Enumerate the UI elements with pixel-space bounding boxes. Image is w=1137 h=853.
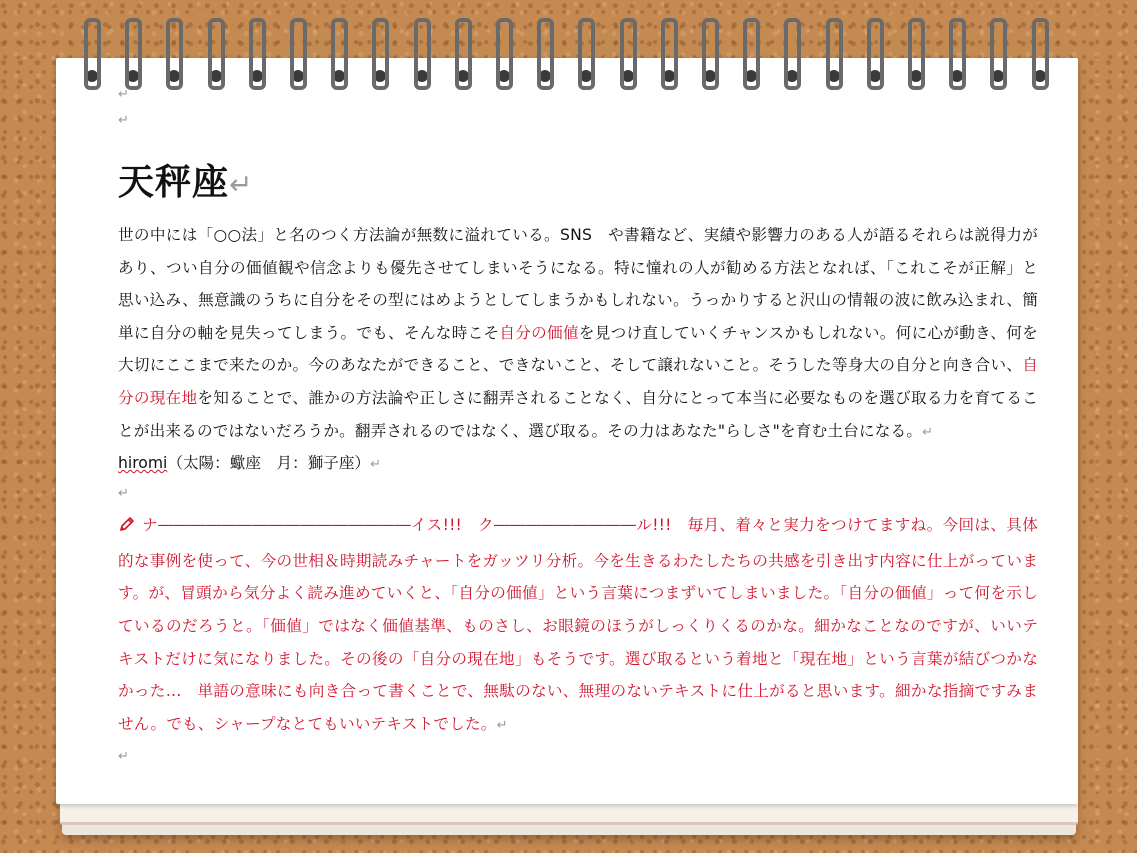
paragraph-mark: ↵ — [496, 717, 508, 733]
document-content — [118, 80, 1038, 768]
highlight-current-location: 自分の現在地 — [118, 356, 1038, 407]
body-text-3: を知ることで、誰かの方法論や正しさに翻弄されることなく、自分にとって本当に必要なものを選び取る力を育てることが出来るのではないだろうか。翻弄されるのではなく、選び取る。その力はあなた"らしさ"を育む土台になる。 — [118, 388, 1038, 440]
empty-line: ↵ — [118, 486, 129, 502]
empty-line: ↵ — [118, 113, 129, 128]
comment-text: ナ――――――――――――――――イス!!! ク―――――――――ル!!! 毎月、着々と実力をつけてますね。今回は、具体的な事例を使って、今の世相＆時期読みチャートをガッツリ分析。今を生きるわたしたちの共感を引き出す内容に仕上がっています。が、冒頭から気分よく読み進めていくと、「自分の価値」という言葉につまずいてしまいました。「自分の価値」って何を示しているのだろうと。「価値」ではなく価値基準、ものさし、お眼鏡のほうがしっくりくるのかな。細かなことなのですが、いいテキストだけに気になりました。その後の「自分の現在地」もそうです。選び取るという着地と「現在地」という言葉が結びつかなかった… 単語の意味にも向き合って書くことで、無駄のない、無理のないテキストに仕上がると思います。細かな指摘ですみません。でも、シャープなとてもいいテキストでした。 — [118, 516, 1038, 733]
body-text-1: 世の中には「○○法」と名のつく方法論が無数に溢れている。SNS や書籍など、実績や影響力のある人が語るそれらは説得力があり、つい自分の価値観や信念よりも優先させてしまいそうになる。特に憧れの人が勧める方法となれば、「これこそが正解」と思い込み、無意識のうちに自分をその型にはめようとしてしまうかもしれない。うっかりすると沢山の情報の波に飲み込まれ、簡単に自分の軸を見失ってしまう。でも、そんな時こそ — [118, 226, 1038, 342]
author-detail: （太陽：蠍座 月：獅子座） — [167, 454, 371, 473]
highlight-own-value: 自分の価値 — [499, 323, 579, 342]
empty-line: ↵ — [118, 87, 129, 102]
paragraph-mark: ↵ — [370, 457, 381, 473]
page-title — [118, 154, 1038, 205]
author-signature — [118, 449, 1038, 479]
pencil-icon — [118, 512, 136, 545]
paragraph-mark: ↵ — [229, 168, 254, 201]
author-name: hiromi — [118, 454, 168, 473]
paragraph-mark: ↵ — [922, 424, 934, 440]
editor-comment — [118, 509, 1038, 742]
title-text: 天秤座 — [118, 162, 230, 203]
body-text-2: を見つけ直していくチャンスかもしれない。何に心が動き、何を大切にここまで来たのか。今のあなたができること、できないこと、そして譲れないこと。そうした等身大の自分と向き合い、 — [118, 323, 1038, 375]
empty-line: ↵ — [118, 749, 129, 765]
body-paragraph — [118, 219, 1038, 449]
